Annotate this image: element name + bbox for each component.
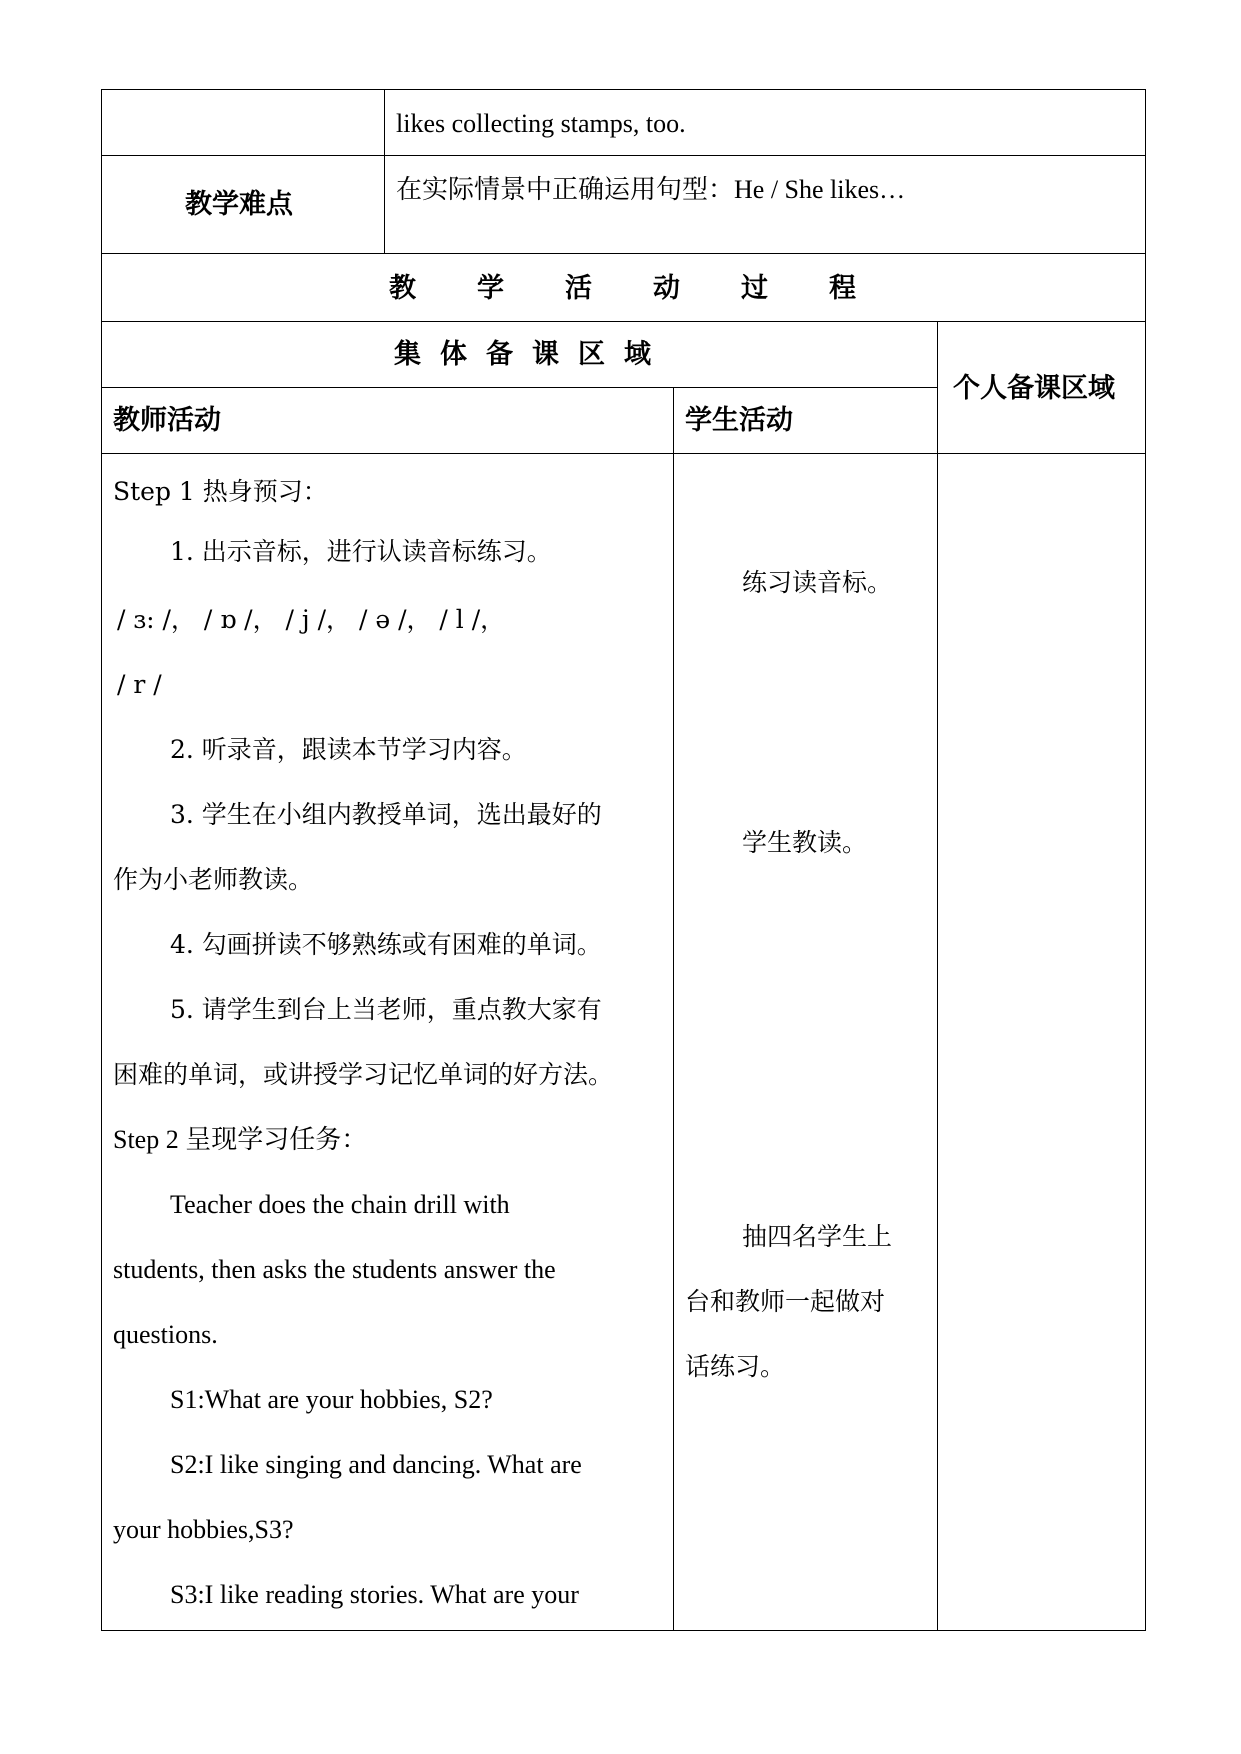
section-title-char: 教: [389, 273, 416, 304]
teacher-line: / r /: [117, 670, 162, 699]
teacher-line: Teacher does the chain drill with: [170, 1190, 510, 1219]
rule: [101, 89, 102, 1631]
rule: [937, 321, 938, 1631]
teacher-line: S1:What are your hobbies, S2?: [170, 1385, 493, 1414]
teacher-activity-header: 教师活动: [113, 405, 221, 436]
rule: [101, 387, 937, 388]
teacher-line: 4. 勾画拼读不够熟练或有困难的单词。: [170, 930, 602, 959]
collective-title-char: 备: [486, 339, 513, 370]
teacher-line: S3:I like reading stories. What are your: [170, 1580, 579, 1609]
student-activity-header: 学生活动: [685, 405, 793, 436]
rule: [101, 321, 1146, 322]
teacher-line: 3. 学生在小组内教授单词，选出最好的: [170, 800, 602, 829]
teacher-line: 2. 听录音，跟读本节学习内容。: [170, 735, 527, 764]
collective-title-char: 域: [624, 339, 651, 370]
collective-title-char: 集: [394, 339, 421, 370]
top-row-content: likes collecting stamps, too.: [396, 109, 686, 138]
teacher-line: questions.: [113, 1320, 218, 1349]
difficulty-label: 教学难点: [185, 189, 293, 220]
teacher-line: 作为小老师教读。: [113, 865, 314, 894]
collective-title-char: 体: [440, 339, 467, 370]
teacher-line: / ɜ: /， / ɒ /， / j /， / ə /， / l /，: [117, 605, 506, 634]
rule: [101, 89, 1146, 90]
rule: [1145, 89, 1146, 1631]
rule: [673, 387, 674, 1631]
teacher-line: students, then asks the students answer the: [113, 1255, 556, 1284]
teacher-line: S2:I like singing and dancing. What are: [170, 1450, 582, 1479]
section-title-char: 程: [829, 273, 856, 304]
teacher-line: 1. 出示音标，进行认读音标练习。: [170, 537, 552, 566]
section-title-char: 活: [565, 273, 592, 304]
teacher-line: 困难的单词，或讲授学习记忆单词的好方法。: [113, 1060, 614, 1089]
rule: [101, 1630, 1146, 1631]
student-line: 台和教师一起做对: [685, 1287, 886, 1316]
section-title-char: 动: [653, 273, 680, 304]
difficulty-content: 在实际情景中正确运用句型：He / She likes…: [396, 175, 906, 204]
collective-title-char: 区: [578, 339, 605, 370]
rule: [384, 89, 385, 254]
student-line: 练习读音标。: [742, 568, 893, 597]
teacher-line: Step 2 呈现学习任务：: [113, 1125, 368, 1154]
rule: [101, 253, 1146, 254]
teacher-line: Step 1 热身预习：: [113, 477, 328, 506]
student-line: 抽四名学生上: [742, 1222, 893, 1251]
student-line: 学生教读。: [742, 828, 868, 857]
section-title-char: 学: [477, 273, 504, 304]
personal-area-title: 个人备课区域: [953, 373, 1115, 404]
rule: [101, 155, 1146, 156]
teacher-line: 5. 请学生到台上当老师，重点教大家有: [170, 995, 602, 1024]
collective-title-char: 课: [532, 339, 559, 370]
rule: [101, 453, 1146, 454]
section-title-char: 过: [741, 273, 768, 304]
teacher-line: your hobbies,S3?: [113, 1515, 294, 1544]
student-line: 话练习。: [685, 1352, 786, 1381]
